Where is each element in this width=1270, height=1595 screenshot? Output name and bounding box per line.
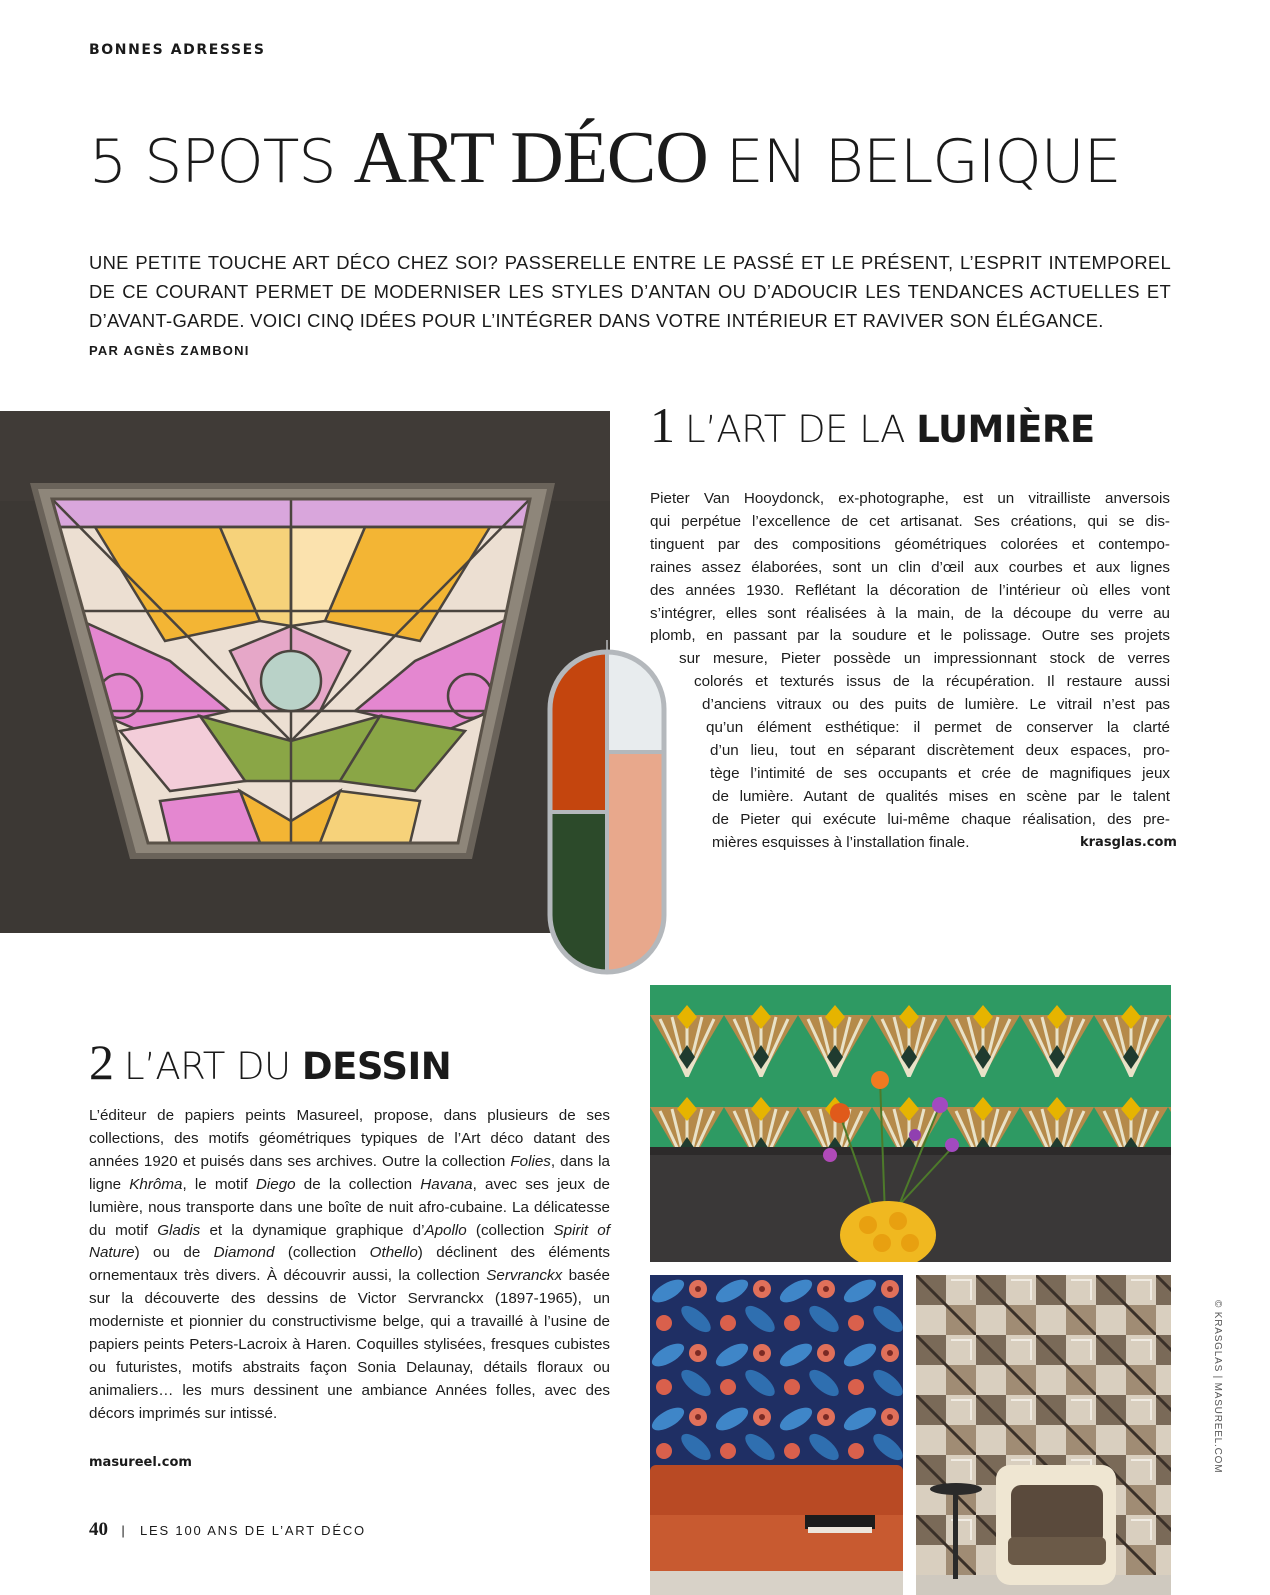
section-1-line: tège l’intimité de ses occupants et crée de magnifiques jeux — [710, 764, 1170, 782]
s2-text: L’éditeur de papiers peints Masureel, propose, dans plusieurs de ses collections, des motifs géométriques typiques de l’Art déco datant des années 1920 et puisés dans ses archives. Outre la collection — [89, 1107, 610, 1170]
section-1-line: de lumière. Autant de qualités mises en scène par le talent — [712, 787, 1170, 805]
s2-text: , le motif — [182, 1175, 256, 1193]
title-part-1: 5 SPOTS — [89, 127, 354, 197]
section-1-heading — [650, 397, 1095, 463]
magazine-name: LES 100 ANS DE L’ART DÉCO — [140, 1523, 366, 1538]
section-2-body — [89, 1105, 610, 1426]
section-2-heading — [89, 1034, 452, 1100]
title-part-3: EN BELGIQUE — [707, 127, 1121, 197]
section-1-number: 1 — [650, 397, 675, 453]
section-1-line: plomb, en passant par la soudure et le polissage. Outre ses projets — [650, 627, 1170, 645]
intro-paragraph: UNE PETITE TOUCHE ART DÉCO CHEZ SOI? PASSERELLE ENTRE LE PASSÉ ET LE PRÉSENT, L’ESPRIT INTEMPOREL DE CE COURANT PERMET DE MODERNISER LES STYLES D’ANTAN OU D’ADOUCIR LES TENDANCES ACTUELLES ET D’AVANT-GARDE. VOICI CINQ IDÉES POUR L’INTÉGRER DANS VOTRE INTÉRIEUR ET RAVIVER SON ÉLÉGANCE. — [89, 252, 1171, 331]
s2-text: ) déclinent des éléments ornementaux très divers. À découvrir aussi, la collection — [89, 1244, 610, 1285]
section-1-line: d’anciens vitraux ou des puits de lumière. Le vitrail n’est pas — [702, 696, 1170, 714]
page-title — [89, 118, 1121, 218]
section-2-heading-bold: DESSIN — [301, 1045, 452, 1088]
section-1-line: Pieter Van Hooydonck, ex-photographe, est un vitrailliste anversois — [650, 490, 1170, 507]
s2-italic: Khrôma — [129, 1175, 183, 1193]
section-1-line: qu’un élément esthétique: il permet de conserver la clarté — [706, 719, 1170, 736]
byline: PAR AGNÈS ZAMBONI — [89, 343, 250, 358]
s2-text: (collection — [466, 1221, 554, 1239]
section-1-line: raines assez élaborées, sont un clin d’œil aux courbes et aux lignes — [650, 558, 1170, 576]
s2-italic: Havana — [420, 1175, 473, 1193]
section-1-line: tinguent par des compositions géométriques colorées et contempo- — [650, 535, 1170, 553]
section-1-line: des années 1930. Reflétant la décoration de l’intérieur où elles vont — [650, 581, 1170, 599]
photo-credit: © KRASGLAS | MASUREEL.COM — [1212, 1300, 1223, 1474]
wallpaper-fan-pattern-photo — [650, 985, 1171, 1262]
title-part-2: ART DÉCO — [353, 117, 708, 199]
section-1-line: d’un lieu, tout en séparant discrètement deux espaces, pro- — [710, 741, 1170, 759]
s2-text: et la dynamique graphique d’ — [200, 1221, 425, 1239]
s2-text: (collection — [274, 1244, 370, 1262]
section-2-number: 2 — [89, 1034, 114, 1090]
section-1-line: sur mesure, Pieter possède un impressionnant stock de verres — [679, 650, 1170, 668]
footer-separator: | — [121, 1523, 127, 1538]
stained-glass-ceiling-photo — [0, 411, 610, 933]
s2-text: de la collection — [295, 1175, 421, 1193]
krasglas-link[interactable]: krasglas.com — [1080, 835, 1177, 850]
section-2-heading-light: L’ART DU — [124, 1045, 302, 1088]
wallpaper-tropical-photo — [650, 1275, 903, 1595]
section-1-heading-bold: LUMIÈRE — [916, 408, 1095, 451]
page-footer — [89, 1519, 366, 1541]
s2-text: , dans la ligne — [89, 1152, 610, 1193]
s2-italic: Diamond — [213, 1244, 275, 1262]
s2-italic: Gladis — [157, 1221, 201, 1239]
section-1-line: qui perpétue l’excellence de cet artisanat. Ses créations, qui se dis- — [650, 512, 1170, 530]
s2-italic: Spirit of Nature — [89, 1221, 610, 1262]
section-rubric: BONNES ADRESSES — [89, 42, 266, 58]
s2-italic: Folies — [510, 1152, 551, 1170]
section-1-line: mières esquisses à l’installation finale. — [712, 833, 970, 851]
pill-stained-glass-panel — [542, 640, 672, 980]
s2-italic: Othello — [369, 1244, 418, 1262]
wallpaper-geometric-photo — [916, 1275, 1171, 1595]
s2-text: basée sur la découverte des dessins de Victor Servranckx (1897-1965), un moderniste et pionnier du constructivisme belge, qui a travaillé à l’usine de papiers peints Peters-Lacroix à Haren. Coquilles stylisées, fresques cubistes ou futuristes, motifs abstraits façon Sonia Delaunay, détails floraux ou animaliers… les murs dessinent une ambiance Années folles, avec des décors imprimés sur intissé. — [89, 1267, 610, 1422]
s2-italic: Servranckx — [486, 1267, 563, 1285]
s2-italic: Apollo — [424, 1221, 467, 1239]
s2-italic: Diego — [255, 1175, 296, 1193]
section-1-line: colorés et texturés issus de la récupération. Il restaure aussi — [694, 673, 1170, 691]
s2-text: , avec ses jeux de lumière, nous transporte dans une boîte de nuit afro-cubaine. La délicatesse du motif — [89, 1175, 610, 1239]
s2-text: ) ou de — [134, 1244, 214, 1262]
section-1-heading-light: L’ART DE LA — [685, 408, 917, 451]
section-1-line: s’intégrer, elles sont réalisées à la main, de la découpe du verre au — [650, 604, 1170, 622]
section-1-line: de Pieter qui exécute lui-même chaque réalisation, des pre- — [712, 810, 1170, 828]
masureel-link[interactable]: masureel.com — [89, 1455, 192, 1470]
page-number: 40 — [89, 1519, 108, 1540]
